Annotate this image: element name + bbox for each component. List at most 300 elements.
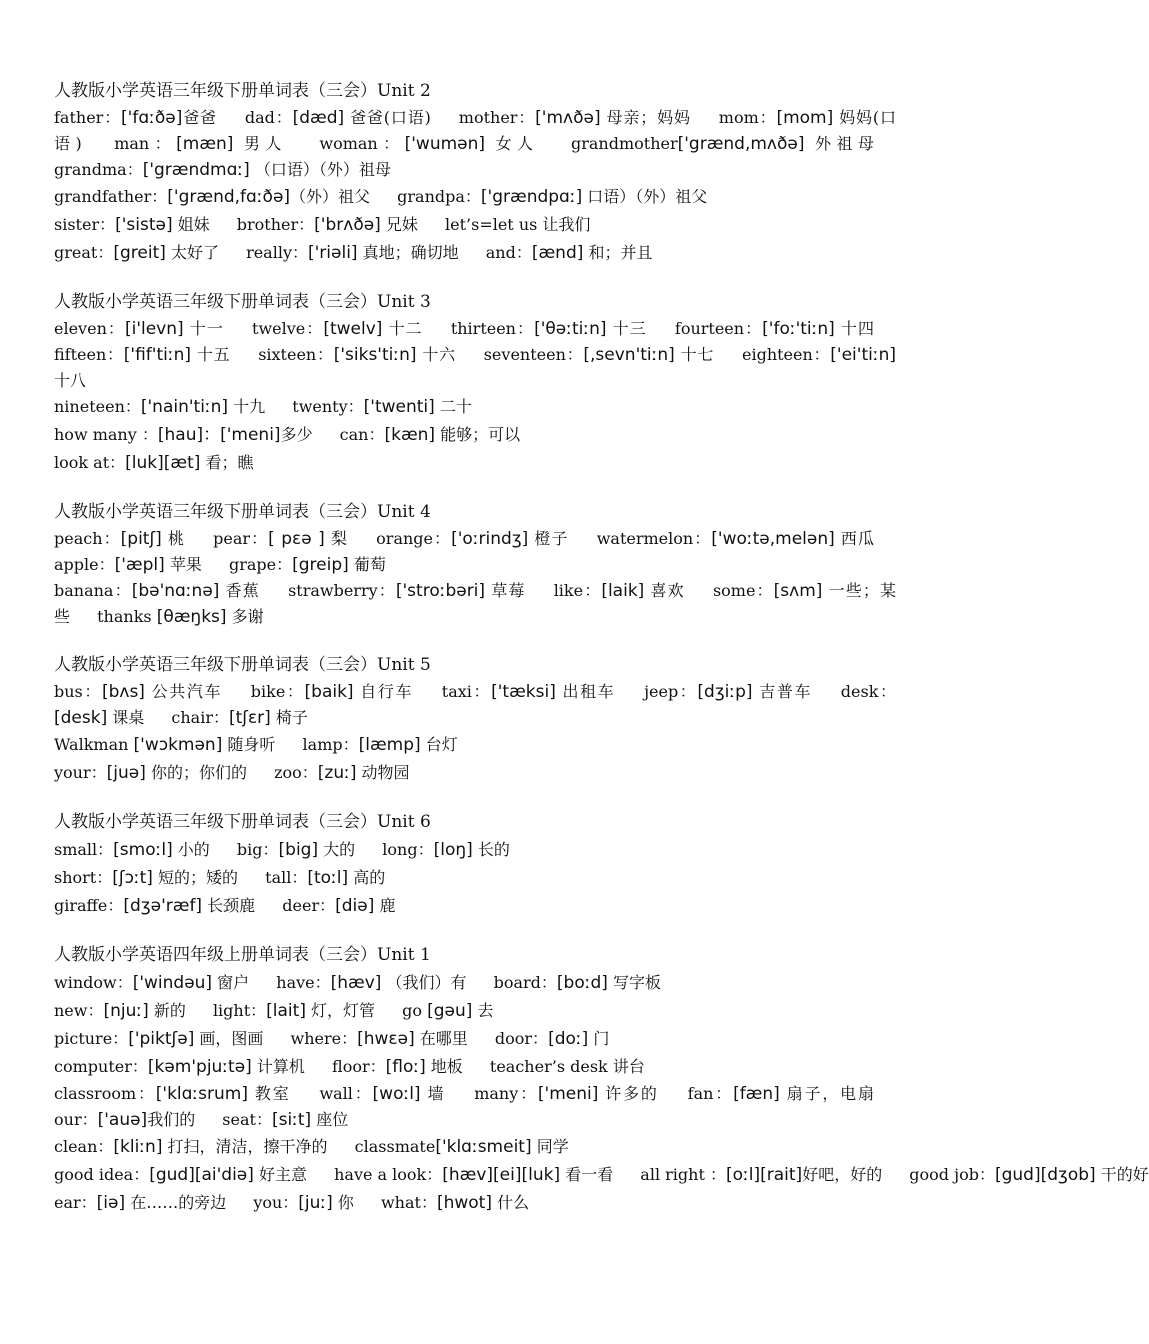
vocab-meaning: 我们的: [147, 1110, 196, 1129]
vocab-entry: [54, 1165, 307, 1184]
vocab-word: board：: [493, 973, 557, 992]
vocab-entry: [675, 319, 874, 338]
vocab-phonetic: ['ei'tiːn]: [830, 345, 896, 365]
vocab-meaning: 公共汽车: [144, 682, 223, 701]
vocab-entry: [484, 345, 714, 364]
vocab-meaning: 什么: [491, 1193, 530, 1212]
vocab-phonetic: ['siks'tiːn]: [333, 345, 417, 365]
vocab-meaning: 讲台: [607, 1057, 645, 1076]
vocab-word: all right ：: [640, 1165, 726, 1184]
vocab-meaning: 爸爸(口语): [344, 108, 431, 127]
vocab-word: deer：: [282, 896, 336, 915]
vocab-entry: [213, 529, 348, 548]
vocab-phonetic: [i'levn]: [124, 319, 184, 339]
vocab-phonetic: [,sevn'tiːn]: [583, 345, 675, 365]
vocab-meaning: 外祖母: [804, 134, 874, 153]
vocab-entry: [495, 1029, 609, 1048]
vocab-meaning: 新的: [148, 1001, 186, 1020]
vocab-meaning: 你: [332, 1193, 354, 1212]
vocab-entry: [54, 160, 391, 179]
vocab-phonetic: [gud][dʒob]: [994, 1165, 1096, 1185]
vocab-meaning: 门: [588, 1029, 610, 1048]
vocab-phonetic: ['fɑːðə]: [121, 108, 183, 128]
vocab-entry: [54, 319, 224, 338]
vocab-entry: [54, 397, 265, 416]
vocab-paragraph: [54, 1025, 896, 1053]
vocab-phonetic: ['riəli]: [308, 243, 358, 263]
vocab-word: chair：: [171, 708, 229, 727]
vocab-entry: [54, 215, 210, 234]
vocab-paragraph: [54, 892, 896, 920]
vocab-entry: [381, 1193, 529, 1212]
vocab-paragraph: [54, 578, 896, 630]
vocab-meaning: 短的；矮的: [152, 868, 239, 887]
vocab-word: big：: [236, 840, 279, 859]
vocab-phonetic: [tʃɛr]: [228, 708, 271, 728]
vocab-word: long：: [382, 840, 434, 859]
vocab-phonetic: ['meni]: [537, 1084, 599, 1104]
vocab-meaning: 小的: [172, 840, 210, 859]
vocab-entry: [54, 1029, 263, 1048]
vocab-phonetic: [hau]：['meni]: [157, 425, 281, 445]
vocab-word: giraffe：: [54, 896, 124, 915]
vocab-phonetic: ['fif'tiːn]: [123, 345, 191, 365]
vocab-word: twenty：: [292, 397, 364, 416]
vocab-word: and：: [485, 243, 532, 262]
vocab-phonetic: [kəm'pjuːtə]: [147, 1057, 252, 1077]
vocab-phonetic: ['auə]: [97, 1110, 148, 1130]
vocab-word: floor：: [332, 1057, 386, 1076]
vocab-meaning: 许多的: [598, 1084, 659, 1103]
vocab-paragraph: [54, 211, 896, 239]
vocab-entry: [319, 1084, 445, 1103]
vocab-entry: [54, 243, 219, 262]
vocab-paragraph: [54, 1189, 896, 1217]
vocab-phonetic: [diə]: [335, 896, 375, 916]
vocab-phonetic: [loŋ]: [433, 840, 473, 860]
vocab-phonetic: ['grænd,fɑːðə]: [167, 187, 291, 207]
vocab-entry: [54, 682, 222, 701]
vocab-word: woman：: [319, 134, 405, 153]
vocab-meaning: 女人: [485, 134, 539, 153]
vocab-phonetic: ['tæksi]: [491, 682, 556, 702]
vocab-word: orange：: [376, 529, 452, 548]
vocab-phonetic: [zuː]: [317, 763, 357, 783]
vocab-entry: [253, 1193, 354, 1212]
vocab-meaning: 课桌: [107, 708, 145, 727]
vocab-word: let’s=let us: [445, 215, 538, 234]
vocab-meaning: （我们）有: [381, 973, 467, 992]
vocab-word: can：: [339, 425, 385, 444]
vocab-entry: [288, 581, 525, 600]
vocab-paragraph: [54, 759, 896, 787]
vocab-meaning: 窗户: [212, 973, 250, 992]
vocab-meaning: 扇子，电扇: [779, 1084, 874, 1103]
vocab-meaning: （口语）（外）祖母: [249, 160, 391, 179]
vocab-meaning: 随身听: [222, 735, 276, 754]
vocab-entry: [54, 581, 260, 600]
vocab-meaning: 男人: [233, 134, 287, 153]
vocab-phonetic: ['oːrindʒ]: [451, 529, 529, 549]
vocab-paragraph: [54, 421, 896, 449]
vocab-phonetic: [pitʃ]: [120, 529, 162, 549]
vocab-meaning: 出租车: [555, 682, 616, 701]
vocab-entry: [276, 973, 466, 992]
vocab-phonetic: [iə]: [96, 1193, 126, 1213]
vocab-phonetic: ['klɑːsmeit]: [435, 1137, 532, 1157]
vocab-entry: [486, 243, 653, 262]
vocab-entry: [54, 763, 247, 782]
vocab-entry: [54, 453, 253, 472]
vocab-phonetic: [njuː]: [103, 1001, 149, 1021]
vocab-phonetic: [boːd]: [556, 973, 608, 993]
vocab-word: good idea：: [54, 1165, 150, 1184]
vocab-word: how many ：: [54, 425, 158, 444]
vocab-word: taxi：: [441, 682, 492, 701]
vocab-entry: [442, 682, 616, 701]
vocab-meaning: 大的: [318, 840, 356, 859]
vocab-word: nineteen：: [54, 397, 141, 416]
vocab-word: teacher’s desk: [489, 1057, 608, 1076]
vocab-meaning: 打扫，清洁，擦干净的: [162, 1137, 328, 1156]
vocab-meaning: 桃: [161, 529, 185, 548]
vocab-phonetic: [sʌm]: [773, 581, 823, 601]
vocab-word: zoo：: [274, 763, 318, 782]
vocab-meaning: 十三: [606, 319, 647, 338]
unit-section: [54, 291, 896, 477]
vocab-phonetic: ['sistə]: [115, 215, 173, 235]
vocabulary-document: [54, 80, 1149, 1241]
vocab-entry: [334, 1165, 613, 1184]
vocab-entry: [237, 840, 355, 859]
vocab-word: clean：: [54, 1137, 114, 1156]
vocab-word: really：: [246, 243, 308, 262]
vocab-phonetic: [bʌs]: [101, 682, 145, 702]
vocab-entry: [54, 345, 230, 364]
vocab-word: mom：: [718, 108, 777, 127]
vocab-entry: [54, 1137, 328, 1156]
vocab-word: ear：: [54, 1193, 97, 1212]
vocab-entry: [222, 1110, 348, 1129]
vocab-word: our：: [54, 1110, 98, 1129]
vocab-paragraph: [54, 864, 896, 892]
vocab-phonetic: [twelv]: [323, 319, 383, 339]
vocab-word: Walkman: [54, 735, 134, 754]
vocab-word: bike：: [250, 682, 305, 701]
vocab-word: window：: [54, 973, 133, 992]
vocab-word: thanks: [97, 607, 157, 626]
vocab-meaning: 去: [472, 1001, 494, 1020]
vocab-entry: [54, 735, 275, 754]
vocab-phonetic: [hwεə]: [357, 1029, 415, 1049]
vocab-entry: [644, 682, 812, 701]
vocab-meaning: 多少: [280, 425, 313, 444]
vocab-word: grandma：: [54, 160, 143, 179]
vocab-meaning: 好吧，好的: [802, 1165, 883, 1184]
vocab-entry: [54, 868, 238, 887]
vocab-meaning: 动物园: [356, 763, 410, 782]
vocab-word: light：: [212, 1001, 267, 1020]
vocab-meaning: 能够；可以: [435, 425, 521, 444]
vocab-word: desk：: [840, 682, 896, 701]
vocab-phonetic: [mæn]: [176, 134, 234, 154]
vocab-entry: [245, 108, 431, 127]
unit-section: [54, 944, 1149, 1217]
vocab-entry: [54, 896, 255, 915]
vocab-entry: [237, 215, 418, 234]
vocab-entry: [292, 397, 472, 416]
vocab-phonetic: [gud][ai'diə]: [149, 1165, 254, 1185]
vocab-meaning: 十六: [416, 345, 456, 364]
vocab-word: twelve：: [252, 319, 324, 338]
vocab-word: your：: [54, 763, 107, 782]
vocab-meaning: 一些；某些: [54, 581, 896, 626]
vocab-phonetic: [lait]: [266, 1001, 306, 1021]
vocab-phonetic: [kliːn]: [113, 1137, 163, 1157]
vocab-entry: [382, 840, 510, 859]
vocab-meaning: 好主意: [253, 1165, 307, 1184]
vocab-phonetic: [big]: [278, 840, 319, 860]
vocab-entry: [213, 1001, 375, 1020]
vocab-phonetic: [baik]: [304, 682, 354, 702]
section-heading: 人教版小学英语三年级下册单词表（三会）Unit 2: [54, 81, 431, 101]
vocab-entry: [54, 555, 202, 574]
vocab-phonetic: [dʒiːp]: [697, 682, 753, 702]
vocab-meaning: 地板: [425, 1057, 463, 1076]
section-heading: 人教版小学英语三年级下册单词表（三会）Unit 5: [54, 655, 431, 675]
vocab-entry: [319, 134, 538, 153]
vocab-entry: [459, 108, 691, 127]
vocab-entry: [258, 345, 456, 364]
vocab-paragraph: [54, 1161, 1149, 1189]
vocab-entry: [97, 607, 264, 626]
vocab-entry: [445, 215, 590, 234]
vocab-phonetic: [floː]: [385, 1057, 426, 1077]
vocab-word: tall：: [265, 868, 308, 887]
vocab-entry: [54, 529, 185, 548]
vocab-entry: [640, 1165, 882, 1184]
vocab-phonetic: [laik]: [601, 581, 645, 601]
vocab-meaning: 教室: [247, 1084, 291, 1103]
vocab-meaning: 和；并且: [583, 243, 653, 262]
vocab-word: banana：: [54, 581, 132, 600]
vocab-phonetic: [fæn]: [733, 1084, 780, 1104]
unit-section: [54, 811, 896, 920]
vocab-meaning: 计算机: [251, 1057, 305, 1076]
vocab-meaning: 高的: [348, 868, 386, 887]
vocab-entry: [54, 1001, 186, 1020]
vocab-entry: [554, 581, 685, 600]
vocab-word: seventeen：: [483, 345, 584, 364]
vocab-phonetic: ['wɔkmən]: [133, 735, 223, 755]
vocab-word: grandpa：: [397, 187, 481, 206]
vocab-meaning: 十八: [54, 371, 87, 390]
vocab-phonetic: ['grændmɑː]: [142, 160, 250, 180]
vocab-word: fourteen：: [674, 319, 763, 338]
vocab-paragraph: [54, 836, 896, 864]
vocab-meaning: 墙: [420, 1084, 446, 1103]
vocab-entry: [332, 1057, 463, 1076]
vocab-meaning: 十七: [674, 345, 715, 364]
section-heading: 人教版小学英语三年级下册单词表（三会）Unit 3: [54, 292, 431, 312]
vocab-meaning: 在……的旁边: [125, 1193, 227, 1212]
vocab-word: you：: [253, 1193, 299, 1212]
vocab-meaning: 梨: [324, 529, 348, 548]
vocab-word: eighteen：: [741, 345, 831, 364]
vocab-entry: [252, 319, 423, 338]
vocab-entry: [355, 1137, 569, 1156]
vocab-phonetic: [dæd]: [292, 108, 345, 128]
vocab-meaning: 香蕉: [219, 581, 260, 600]
vocab-word: small：: [54, 840, 114, 859]
vocab-meaning: 喜欢: [644, 581, 685, 600]
vocab-phonetic: [doː]: [548, 1029, 589, 1049]
vocab-meaning: 台灯: [420, 735, 458, 754]
vocab-entry: [340, 425, 520, 444]
vocab-phonetic: [luk][æt]: [125, 453, 201, 473]
vocab-phonetic: [hæv]: [330, 973, 382, 993]
vocab-word: good job：: [909, 1165, 995, 1184]
vocab-meaning: 西瓜: [834, 529, 874, 548]
vocab-word: pear：: [213, 529, 269, 548]
vocab-meaning: 十四: [834, 319, 874, 338]
vocab-meaning: 妈妈(口语): [54, 108, 896, 153]
vocab-phonetic: [mom]: [776, 108, 834, 128]
vocab-entry: [376, 529, 568, 548]
vocab-meaning: 座位: [311, 1110, 349, 1129]
vocab-entry: [171, 708, 308, 727]
vocab-phonetic: ['wumən]: [404, 134, 486, 154]
vocab-paragraph: [54, 183, 896, 211]
vocab-phonetic: [smoːl]: [113, 840, 173, 860]
vocab-entry: [274, 763, 410, 782]
vocab-meaning: 灯，灯管: [305, 1001, 376, 1020]
vocab-word: grape：: [228, 555, 293, 574]
vocab-entry: [114, 134, 287, 153]
vocab-paragraph: [54, 731, 896, 759]
vocab-phonetic: [juə]: [106, 763, 146, 783]
vocab-word: apple：: [54, 555, 115, 574]
vocab-entry: [282, 896, 395, 915]
vocab-paragraph: [54, 449, 896, 477]
vocab-word: have a look：: [334, 1165, 443, 1184]
vocab-entry: [54, 1193, 226, 1212]
vocab-word: great：: [54, 243, 114, 262]
vocab-phonetic: [oːl][rait]: [726, 1165, 803, 1185]
vocab-phonetic: ['grænd,mʌðə]: [677, 134, 805, 154]
vocab-meaning: 母亲；妈妈: [600, 108, 691, 127]
vocab-word: fifteen：: [54, 345, 124, 364]
vocab-word: sixteen：: [258, 345, 334, 364]
vocab-phonetic: [desk]: [54, 708, 108, 728]
vocab-word: watermelon：: [596, 529, 712, 548]
vocab-phonetic: [gəu]: [427, 1001, 473, 1021]
vocab-meaning: 葡萄: [348, 555, 386, 574]
unit-section: [54, 654, 896, 787]
vocab-word: classroom：: [54, 1084, 156, 1103]
vocab-word: grandfather：: [54, 187, 168, 206]
vocab-paragraph: [54, 1133, 896, 1161]
vocab-paragraph: [54, 1081, 896, 1133]
vocab-phonetic: [toːl]: [307, 868, 349, 888]
vocab-phonetic: ['nain'tiːn]: [140, 397, 229, 417]
vocab-meaning: 草莓: [485, 581, 526, 600]
vocab-meaning: 长的: [472, 840, 510, 859]
vocab-phonetic: [hwot]: [436, 1193, 492, 1213]
vocab-phonetic: ['grændpɑː]: [480, 187, 583, 207]
vocab-paragraph: [54, 526, 896, 578]
vocab-entry: [265, 868, 385, 887]
vocab-meaning: 橙子: [528, 529, 569, 548]
vocab-meaning: 长颈鹿: [202, 896, 256, 915]
vocab-meaning: 看一看: [560, 1165, 614, 1184]
vocab-phonetic: ['stroːbəri]: [395, 581, 486, 601]
vocab-meaning: 多谢: [226, 607, 264, 626]
vocab-phonetic: [ pεə ]: [268, 529, 325, 549]
vocab-phonetic: ['klɑːsrum]: [155, 1084, 248, 1104]
vocab-word: look at：: [54, 453, 126, 472]
vocab-entry: [474, 1084, 659, 1103]
vocab-entry: [54, 1110, 195, 1129]
vocab-word: picture：: [54, 1029, 129, 1048]
unit-section: [54, 501, 896, 630]
vocab-paragraph: [54, 316, 896, 393]
vocab-word: thirteen：: [450, 319, 535, 338]
vocab-word: jeep：: [644, 682, 698, 701]
vocab-phonetic: ['θəːtiːn]: [534, 319, 607, 339]
vocab-meaning: 二十: [434, 397, 472, 416]
vocab-entry: [451, 319, 647, 338]
vocab-word: fan：: [687, 1084, 734, 1103]
vocab-phonetic: [woːl]: [372, 1084, 421, 1104]
unit-section: [54, 80, 896, 267]
vocab-word: classmate: [354, 1137, 436, 1156]
vocab-phonetic: ['foː'tiːn]: [762, 319, 835, 339]
vocab-entry: [402, 1001, 493, 1020]
vocab-phonetic: [θæŋks]: [156, 607, 227, 627]
vocab-meaning: 太好了: [165, 243, 219, 262]
vocab-word: where：: [290, 1029, 358, 1048]
vocab-entry: [490, 1057, 645, 1076]
vocab-meaning: （外）祖父: [290, 187, 371, 206]
vocab-word: dad：: [244, 108, 293, 127]
vocab-entry: [397, 187, 707, 206]
vocab-meaning: 口语）（外）祖父: [582, 187, 708, 206]
vocab-word: go: [402, 1001, 428, 1020]
vocab-phonetic: ['piktʃə]: [128, 1029, 195, 1049]
vocab-meaning: 鹿: [374, 896, 396, 915]
vocab-paragraph: [54, 239, 896, 267]
vocab-word: eleven：: [54, 319, 125, 338]
vocab-meaning: 十九: [228, 397, 266, 416]
vocab-meaning: 写字板: [607, 973, 661, 992]
vocab-word: lamp：: [302, 735, 359, 754]
vocab-entry: [54, 425, 313, 444]
vocab-entry: [229, 555, 386, 574]
vocab-meaning: 同学: [531, 1137, 569, 1156]
vocab-meaning: 十五: [190, 345, 231, 364]
vocab-word: seat：: [222, 1110, 272, 1129]
vocab-phonetic: [kæn]: [384, 425, 436, 445]
vocab-word: computer：: [54, 1057, 148, 1076]
vocab-paragraph: [54, 1053, 896, 1081]
vocab-phonetic: [greit]: [113, 243, 166, 263]
vocab-meaning: 兄妹: [380, 215, 418, 234]
vocab-word: father：: [54, 108, 122, 127]
vocab-meaning: 爸爸: [182, 108, 217, 127]
vocab-meaning: 画，图画: [194, 1029, 264, 1048]
section-heading: 人教版小学英语三年级下册单词表（三会）Unit 6: [54, 812, 431, 832]
